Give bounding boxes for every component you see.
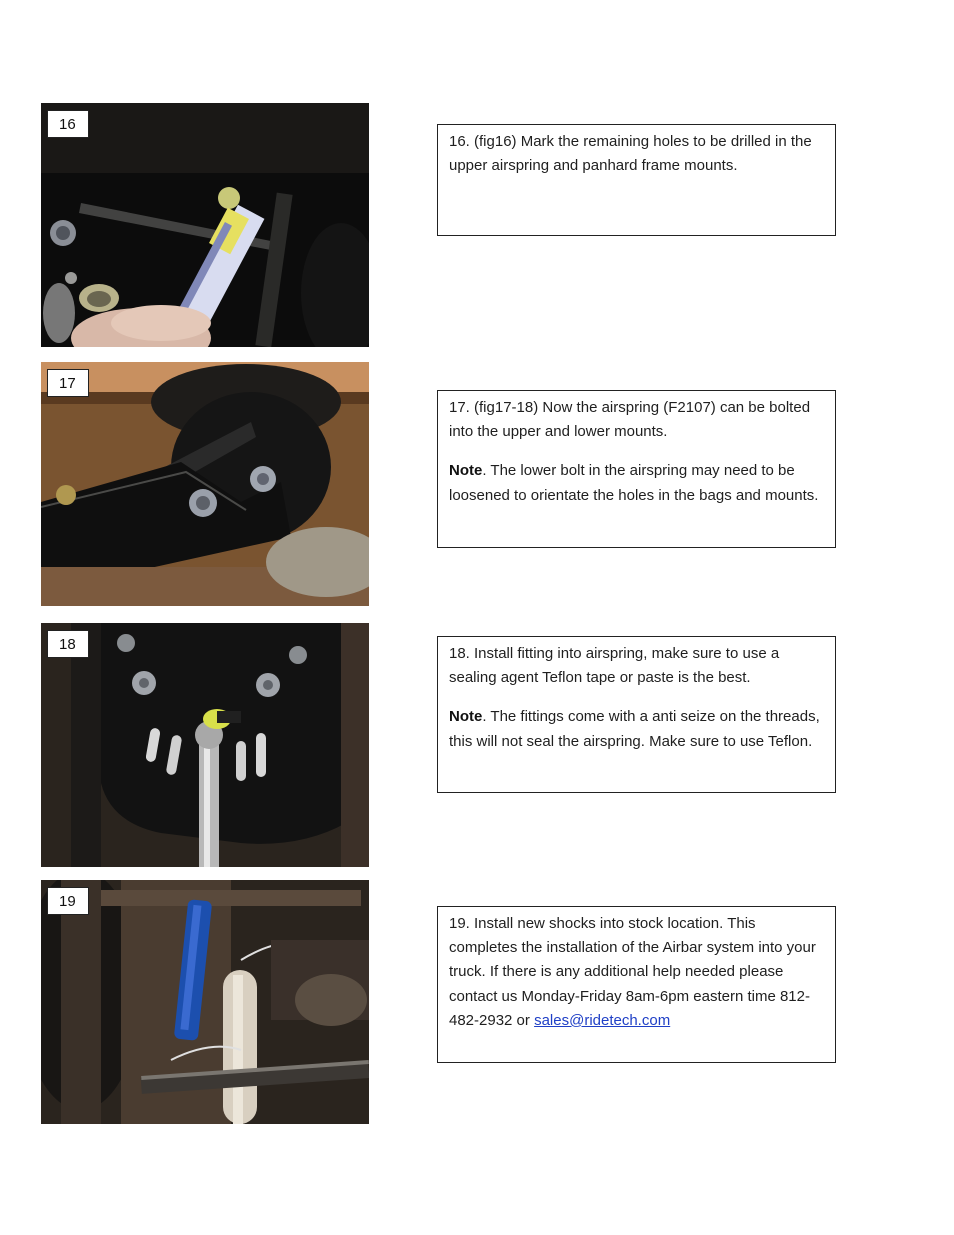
step-16-instructions [437,124,836,236]
step-text: 16. (fig16) Mark the remaining holes to be drilled in the upper airspring and panhard frame mounts. [449,133,812,175]
step-body-text: 19. Install new shocks into stock location. This completes the installation of the Airbar system into your truck. If there is any additional help needed please contact us Monday-Friday 8am-6pm eastern time 812-482-2932 or [449,915,816,1029]
fig16-photo [41,103,369,347]
fig18-photo [41,623,369,867]
airspring-photo-image [41,362,369,606]
figure-number-label: 19 [47,887,89,915]
sales-email-link[interactable]: sales@ridetech.com [534,1011,671,1029]
step-note [449,705,824,753]
note-text: . The lower bolt in the airspring may need to be loosened to orientate the holes in the bags and mounts. [449,462,819,504]
fig19-photo [41,880,369,1124]
note-text: . The fittings come with a anti seize on the threads, this will not seal the airspring. Make sure to use Teflon. [449,708,820,750]
fig17-photo [41,362,369,606]
fitting-install-photo-image [41,623,369,867]
step-note [449,459,824,507]
marker-pen-photo-image [41,103,369,347]
figure-number-label: 18 [47,630,89,658]
note-label: Note [449,708,483,726]
step-19-instructions [437,906,836,1063]
figure-number-label: 17 [47,369,89,397]
step-18-instructions [437,636,836,793]
shock-install-photo-image [41,880,369,1124]
step-text: 17. (fig17-18) Now the airspring (F2107) can be bolted into the upper and lower mounts. [449,399,811,441]
step-text [449,912,824,1033]
step-text: 18. Install fitting into airspring, make sure to use a sealing agent Teflon tape or paste is the best. [449,645,780,687]
figure-number-label: 16 [47,110,89,138]
step-17-instructions [437,390,836,548]
note-label: Note [449,462,483,480]
